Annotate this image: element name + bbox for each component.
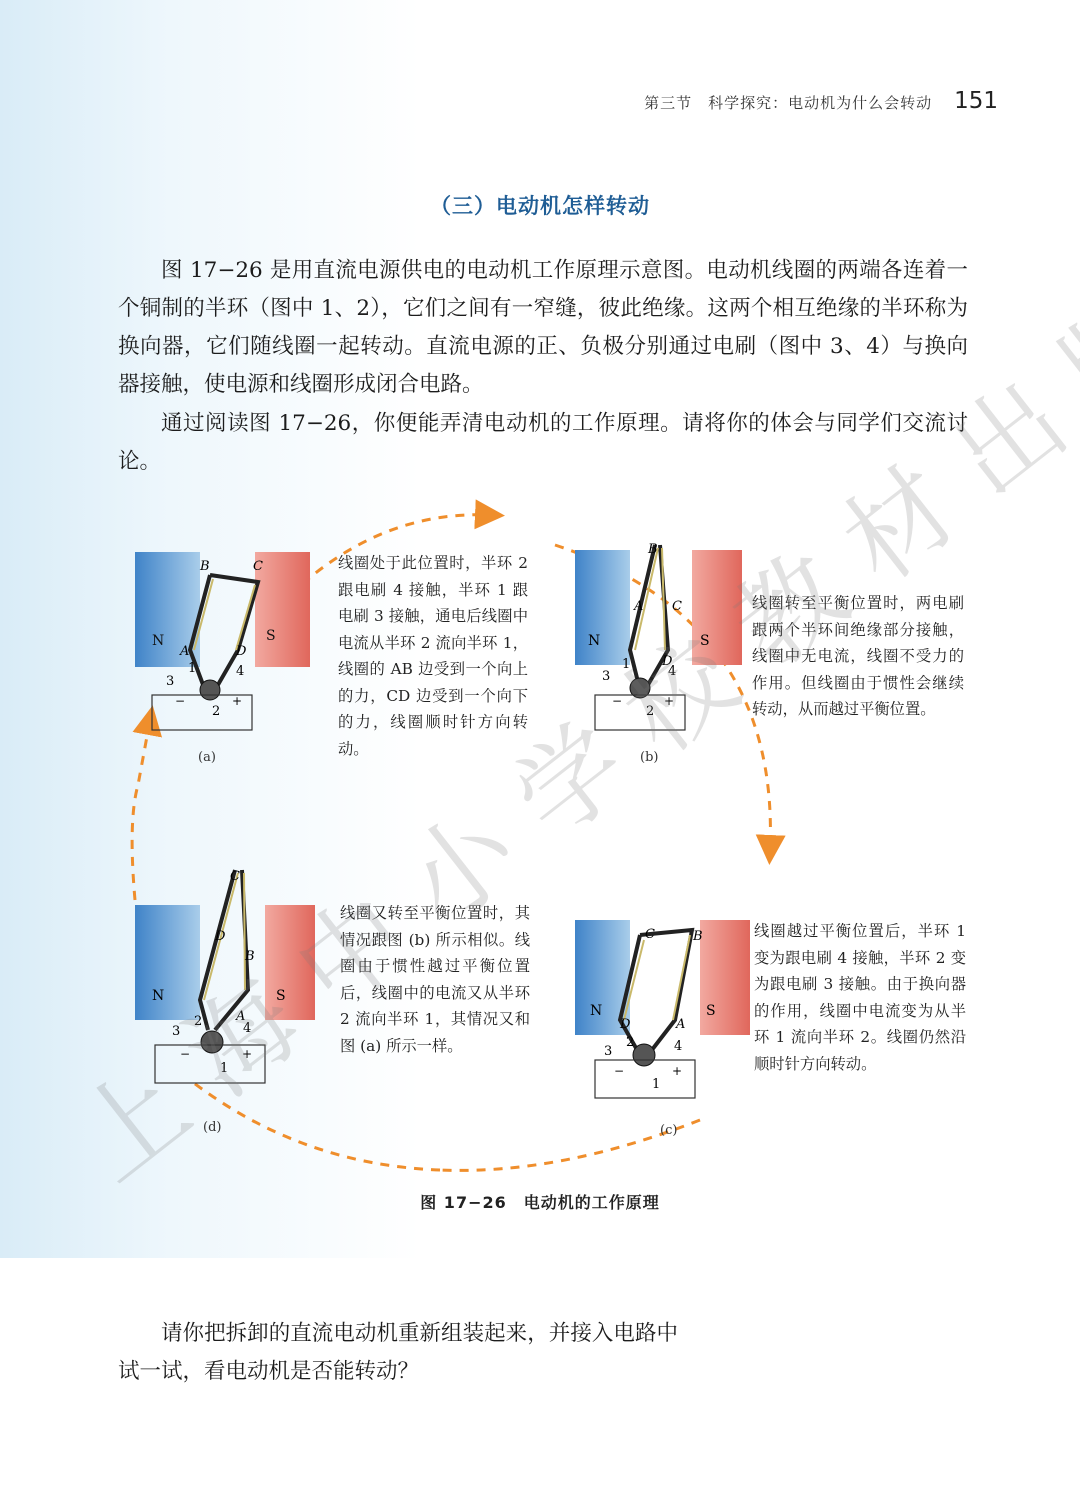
cycle-arrow-d-side [190, 1080, 440, 1170]
label-d-B: B [245, 949, 255, 964]
label-b-2: 2 [646, 704, 655, 719]
label-north-d: N [152, 988, 165, 1004]
label-north-c: N [590, 1003, 603, 1019]
label-a-minus: − [175, 694, 186, 708]
commutator-a [200, 680, 220, 700]
label-b-A: A [634, 599, 644, 614]
commutator-d [201, 1031, 223, 1053]
label-c-minus: − [614, 1064, 625, 1078]
coil-d [200, 870, 248, 1030]
motor-diagram-d [135, 869, 315, 1083]
magnet-north-d [135, 905, 200, 1020]
label-b-B: B [648, 542, 658, 557]
header-section-title: 第三节 科学探究：电动机为什么会转动 [644, 94, 933, 112]
coil-c-inner [624, 935, 690, 1020]
label-d-2: 2 [194, 1014, 203, 1029]
caption-text-c: 线圈越过平衡位置后，半环 1 变为跟电刷 4 接触，半环 2 变为跟电刷 3 接触。由于换向器的作用，线圈中电流变为从半环 1 流向半环 2。线圈仍然沿顺时针方向转动。 [754, 922, 966, 1073]
label-c-A: A [676, 1017, 686, 1032]
label-c-plus: + [672, 1064, 683, 1078]
label-d-1: 1 [220, 1061, 229, 1076]
coil-a [190, 575, 258, 690]
label-d-D: D [215, 929, 226, 944]
paragraph-assemble: 请你把拆卸的直流电动机重新组装起来，并接入电路中试一试，看电动机是否能转动？ [118, 1321, 678, 1384]
label-a-D: D [236, 644, 247, 659]
motor-diagram-a [135, 552, 310, 730]
caption-text-a: 线圈处于此位置时，半环 2 跟电刷 4 接触，半环 1 跟电刷 3 接触，通电后线圈中电流从半环 2 流向半环 1，线圈的 AB 边受到一个向上的力，CD 边受到一个向下的力，线圈顺时针方向转动。 [338, 554, 528, 758]
label-d-C: C [230, 869, 240, 884]
magnet-north-b [575, 550, 630, 665]
magnet-south-a [255, 552, 310, 667]
label-c-D: D [620, 1017, 631, 1032]
sublabel-b: (b) [640, 750, 659, 765]
label-south-d: S [276, 988, 286, 1004]
label-b-1: 1 [622, 657, 631, 672]
label-a-plus: + [232, 694, 243, 708]
caption-text-b: 线圈转至平衡位置时，两电刷跟两个半环间绝缘部分接触，线圈中无电流，线圈不受力的作用。但线圈由于惯性会继续转动，从而越过平衡位置。 [752, 594, 964, 718]
label-c-C: C [645, 927, 655, 942]
label-c-2: 2 [626, 1035, 635, 1050]
label-d-4: 4 [243, 1021, 252, 1036]
label-a-B: B [200, 559, 210, 574]
sublabel-d: (d) [203, 1120, 222, 1135]
label-d-A: A [236, 1009, 246, 1024]
section-title: （三）电动机怎样转动 [430, 194, 650, 218]
label-a-1: 1 [188, 661, 197, 676]
label-south-c: S [706, 1003, 716, 1019]
label-b-C: C [672, 599, 682, 614]
commutator-c [633, 1044, 655, 1066]
label-b-D: D [662, 654, 673, 669]
label-c-B: B [693, 929, 703, 944]
label-d-plus: + [242, 1047, 253, 1061]
label-b-3: 3 [602, 669, 611, 684]
caption-text-d: 线圈又转至平衡位置时，其情况跟图 (b) 所示相似。线圈由于惯性越过平衡位置后，线圈中的电流又从半环 2 流向半环 1，其情况又和图 (a) 所示一样。 [340, 904, 530, 1055]
label-c-4: 4 [674, 1039, 683, 1054]
label-c-1: 1 [652, 1077, 661, 1092]
label-a-C: C [253, 559, 263, 574]
label-a-3: 3 [166, 674, 175, 689]
label-south-a: S [266, 628, 276, 644]
magnet-south-d [265, 905, 315, 1020]
motor-diagram-c [575, 920, 750, 1098]
label-d-minus: − [180, 1047, 191, 1061]
sublabel-a: (a) [198, 750, 216, 765]
label-south-b: S [700, 633, 710, 649]
label-d-3: 3 [172, 1024, 181, 1039]
coil-a-inner [194, 579, 255, 650]
label-north-a: N [152, 633, 165, 649]
label-b-minus: − [612, 694, 623, 708]
label-a-4: 4 [236, 664, 245, 679]
page-number: 151 [954, 88, 998, 114]
cycle-arrow-d-to-a [132, 720, 150, 900]
label-a-A: A [180, 644, 190, 659]
sublabel-c: (c) [660, 1123, 678, 1138]
label-b-plus: + [664, 694, 675, 708]
paragraph-intro: 图 17−26 是用直流电源供电的电动机工作原理示意图。电动机线圈的两端各连着一个铜制的半环（图中 1、2），它们之间有一窄缝，彼此绝缘。这两个相互绝缘的半环称为换向器，它们随线圈一起转动。直流电源的正、负极分别通过电刷（图中 3、4）与换向器接触，使电源和线圈形成闭合电路。 [118, 258, 968, 397]
label-b-4: 4 [668, 664, 677, 679]
figure-caption: 图 17−26 电动机的工作原理 [420, 1193, 660, 1212]
label-c-3: 3 [604, 1044, 613, 1059]
motor-diagram-b [575, 542, 742, 730]
label-north-b: N [588, 633, 601, 649]
paragraph-reading: 通过阅读图 17−26，你便能弄清电动机的工作原理。请将你的体会与同学们交流讨论。 [118, 411, 968, 474]
label-a-2: 2 [212, 704, 221, 719]
